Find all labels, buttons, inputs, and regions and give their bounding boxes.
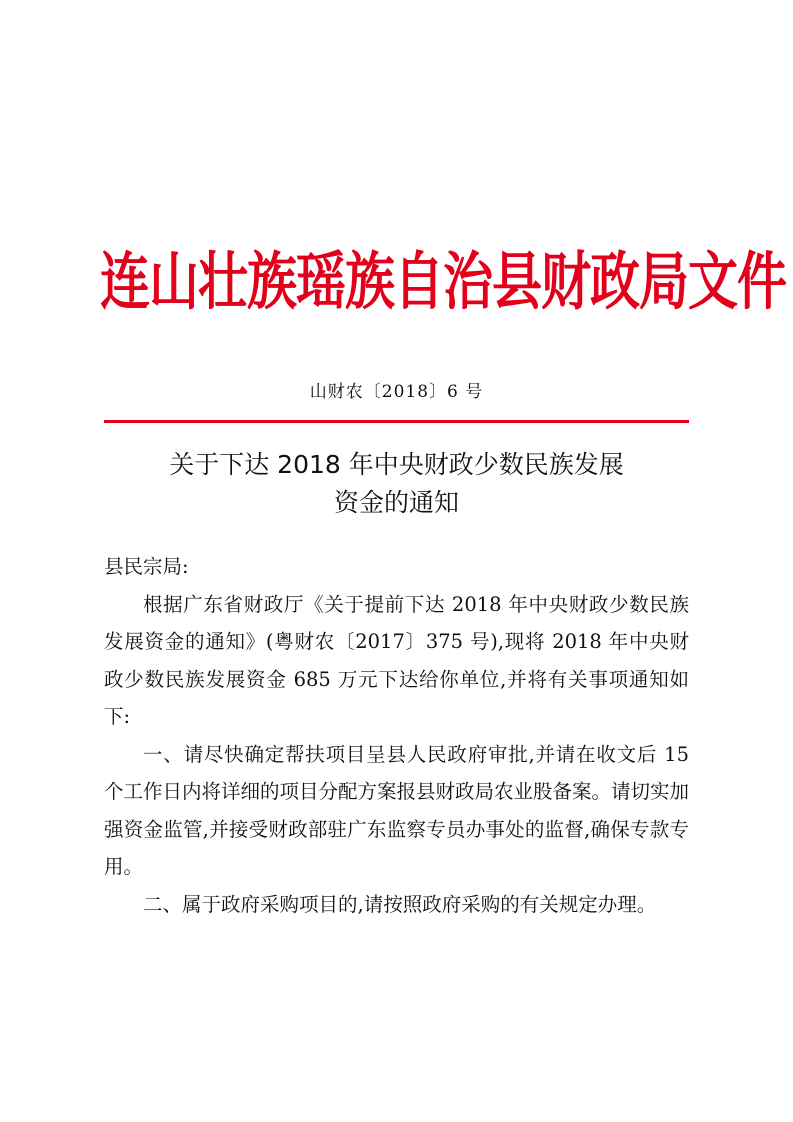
document-body — [104, 548, 689, 923]
document-title — [0, 446, 793, 522]
body-paragraph-1: 根据广东省财政厅《关于提前下达 2018 年中央财政少数民族发展资金的通知》(粤财农〔2017〕375 号),现将 2018 年中央财政少数民族发展资金 685 万元下达给你单位,并将有关事项通知如下: — [104, 592, 689, 728]
red-separator-line — [104, 420, 689, 423]
agency-header-title: 连山壮族瑶族自治县财政局文件 — [100, 245, 786, 318]
body-paragraph-3: 二、属于政府采购项目的,请按照政府采购的有关规定办理。 — [143, 892, 657, 916]
document-number: 山财农〔2018〕6 号 — [309, 382, 484, 402]
body-paragraph-2: 一、请尽快确定帮扶项目呈县人民政府审批,并请在收文后 15 个工作日内将详细的项目分配方案报县财政局农业股备案。请切实加强资金监管,并接受财政部驻广东监察专员办事处的监督,确保专款专用。 — [104, 742, 690, 878]
salutation: 县民宗局: — [104, 555, 189, 578]
document-title-line-1: 关于下达 2018 年中央财政少数民族发展 — [169, 450, 624, 479]
document-title-line-2: 资金的通知 — [333, 488, 459, 517]
